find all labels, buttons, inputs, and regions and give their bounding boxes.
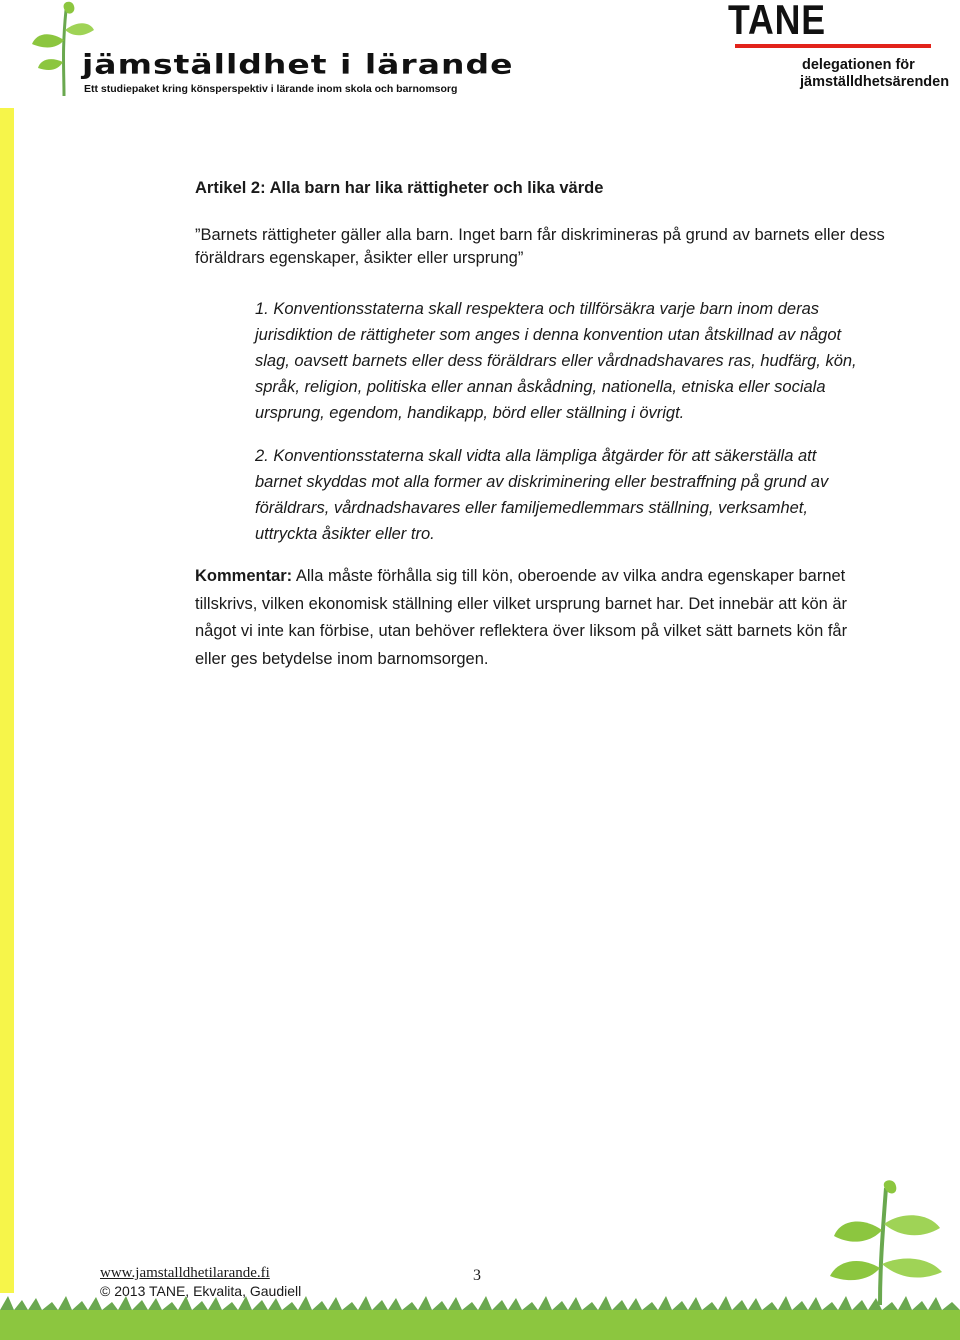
brand-title: jämställdhet i lärande [82,48,514,80]
copyright-text: © 2013 TANE, Ekvalita, Gaudiell [100,1283,302,1299]
convention-list [255,296,860,547]
tane-logo: TANE [728,0,826,43]
convention-item-1: 1. Konventionsstaterna skall respektera och tillförsäkra varje barn inom deras jurisdiktion de rättigheter som anges i denna konvention utan åtskillnad av något slag, oavsett barnets eller dess föräldrars eller vårdnadshavares ras, hudfärg, kön, språk, religion, politiska eller annan åskådning, nationella, etniska eller sociala ursprung, egendom, handikapp, börd eller ställning i övrigt. [255,300,857,422]
sprout-icon [800,1180,960,1305]
page-number: 3 [473,1267,481,1284]
tane-logo-underline [735,44,931,48]
website-link[interactable]: www.jamstalldhetilarande.fi [100,1265,270,1281]
comment-label: Kommentar: [195,567,293,585]
article-heading: Artikel 2: Alla barn har lika rättigheter och lika värde [195,179,604,197]
tane-tagline-1: delegationen för [802,57,915,73]
article-content [195,178,885,668]
brand-subtitle: Ett studiepaket kring könsperspektiv i lärande inom skola och barnomsorg [84,83,458,95]
decorative-yellow-band [0,108,14,1293]
comment-paragraph [195,563,855,673]
convention-item-2: 2. Konventionsstaterna skall vidta alla lämpliga åtgärder för att säkerställa att barnet skyddas mot alla former av diskriminering eller bestraffning på grund av föräldrars, vårdnadshavares eller familjemedlemmars ställning, verksamhet, uttryckta åsikter eller tro. [255,447,829,543]
grass-border [0,1296,960,1340]
tane-tagline-2: jämställdhetsärenden [800,74,950,90]
article-quote: ”Barnets rättigheter gäller alla barn. Inget barn får diskrimineras på grund av barnets eller dess föräldrars egenskaper, åsikter eller ursprung” [195,226,885,267]
comment-text: Alla måste förhålla sig till kön, oberoende av vilka andra egenskaper barnet tillskrivs, vilken ekonomisk ställning eller vilket ursprung barnet har. Det innebär att kön är något vi inte kan förbise, utan behöver reflektera över liksom på vilket sätt barnets kön får eller ges betydelse inom barnomsorgen. [195,567,848,668]
